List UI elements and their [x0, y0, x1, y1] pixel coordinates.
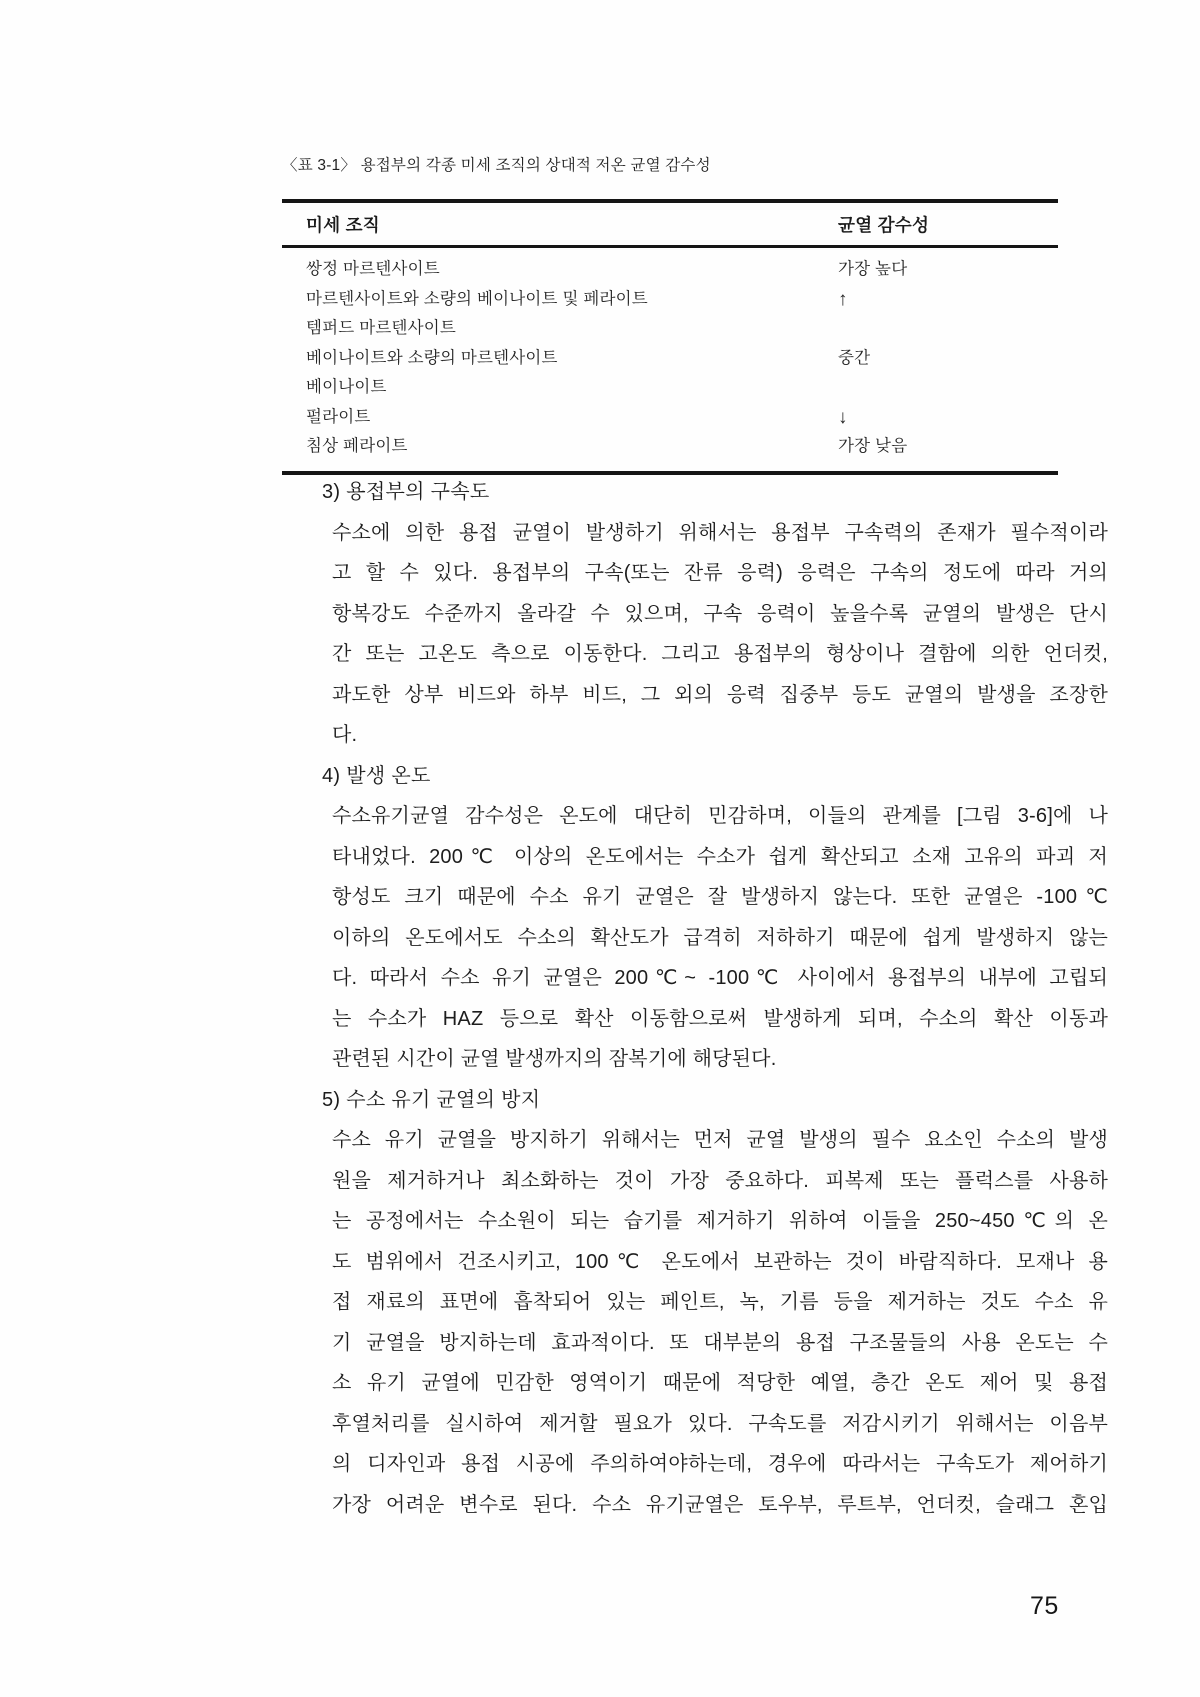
table-row [282, 344, 1058, 374]
text-line: 간 또는 고온도 측으로 이동한다. 그리고 용접부의 형상이나 결함에 의한 언더컷, [332, 643, 1108, 665]
table-cell: 펄라이트 [306, 407, 371, 426]
text-line: 후열처리를 실시하여 제거할 필요가 있다. 구속도를 저감시키기 위해서는 이음부 [332, 1412, 1108, 1435]
text-line: 이하의 온도에서도 수소의 확산도가 급격히 저하하기 때문에 쉽게 발생하지 않는 [332, 926, 1108, 949]
table-cell: 베이나이트와 소량의 마르텐사이트 [306, 348, 558, 367]
table-cell: 템퍼드 마르텐사이트 [306, 319, 457, 337]
text-line: 는 공정에서는 수소원이 되는 습기를 제거하기 위하여 이들을 250~450℃의 온 [332, 1210, 1108, 1232]
text-line: 도 범위에서 건조시키고, 100℃ 온도에서 보관하는 것이 바람직하다. 모재나 용 [332, 1250, 1108, 1273]
text-line: 다. [332, 724, 358, 746]
table-cell [838, 373, 1058, 403]
section-heading-prevention: 5) 수소 유기 균열의 방지 [322, 1088, 541, 1111]
text-line: 수소유기균열 감수성은 온도에 대단히 민감하며, 이들의 관계를 [그림 3-6]에 나 [332, 805, 1108, 827]
table-header-crack-sensitivity: 균열 감수성 [838, 214, 930, 235]
table-cell: 가장 높다 [838, 260, 908, 278]
section-heading-restraint: 3) 용접부의 구속도 [322, 481, 490, 503]
text-line: 다. 따라서 수소 유기 균열은 200℃~ -100℃ 사이에서 용접부의 내부에 고립되 [332, 967, 1108, 989]
text-line: 원을 제거하거나 최소화하는 것이 가장 중요하다. 피복제 또는 플럭스를 사용하 [332, 1169, 1108, 1192]
table-cell [838, 314, 1058, 344]
text-line: 수소 유기 균열을 방지하기 위해서는 먼저 균열 발생의 필수 요소인 수소의 발생 [332, 1129, 1108, 1151]
table-row [282, 403, 1058, 433]
text-line: 접 재료의 표면에 흡착되어 있는 페인트, 녹, 기름 등을 제거하는 것도 수소 유 [332, 1291, 1108, 1313]
table-cell: 중간 [838, 348, 871, 367]
arrow-up-icon: ↑ [838, 288, 848, 310]
text-line: 관련된 시간이 균열 발생까지의 잠복기에 해당된다. [332, 1048, 777, 1070]
text-line: 는 수소가 HAZ 등으로 확산 이동함으로써 발생하게 되며, 수소의 확산 이동과 [332, 1007, 1108, 1030]
text-line: 타내었다. 200℃ 이상의 온도에서는 수소가 쉽게 확산되고 소재 고유의 파괴 저 [332, 845, 1108, 868]
text-line: 수소에 의한 용접 균열이 발생하기 위해서는 용접부 구속력의 존재가 필수적이라 [332, 521, 1108, 544]
text-line: 항성도 크기 때문에 수소 유기 균열은 잘 발생하지 않는다. 또한 균열은 -100℃ [332, 886, 1108, 908]
microstructure-sensitivity-table [282, 199, 1058, 475]
text-line: 항복강도 수준까지 올라갈 수 있으며, 구속 응력이 높을수록 균열의 발생은 단시 [332, 602, 1108, 625]
text-line: 고 할 수 있다. 용접부의 구속(또는 잔류 응력) 응력은 구속의 정도에 따라 거의 [332, 562, 1108, 584]
table-body [282, 248, 1058, 471]
table-cell: 마르텐사이트와 소량의 베이나이트 및 페라이트 [306, 289, 648, 308]
body-text [322, 472, 1108, 1525]
table-header-microstructure: 미세 조직 [306, 214, 380, 235]
text-line: 과도한 상부 비드와 하부 비드, 그 외의 응력 집중부 등도 균열의 발생을 조장한 [332, 683, 1108, 706]
table-row [282, 373, 1058, 403]
text-line: 기 균열을 방지하는데 효과적이다. 또 대부분의 용접 구조물들의 사용 온도는 수 [332, 1331, 1108, 1354]
table-cell: 베이나이트 [306, 378, 387, 396]
table-cell: 가장 낮음 [838, 437, 908, 455]
arrow-down-icon: ↓ [838, 406, 848, 428]
text-line: 의 디자인과 용접 시공에 주의하여야하는데, 경우에 따라서는 구속도가 제어하기 [332, 1453, 1108, 1475]
table-row [282, 255, 1058, 285]
table-row [282, 432, 1058, 462]
text-line: 가장 어려운 변수로 된다. 수소 유기균열은 토우부, 루트부, 언더컷, 슬래그 혼입 [332, 1493, 1108, 1516]
page-number: 75 [1030, 1592, 1059, 1620]
table-row [282, 285, 1058, 315]
table-caption: 〈표 3-1〉 용접부의 각종 미세 조직의 상대적 저온 균열 감수성 [282, 157, 711, 174]
section-heading-occurrence-temperature: 4) 발생 온도 [322, 764, 431, 787]
table-cell: 쌍정 마르텐사이트 [306, 260, 440, 278]
text-line: 소 유기 균열에 민감한 영역이기 때문에 적당한 예열, 층간 온도 제어 및 용접 [332, 1372, 1108, 1394]
table-row [282, 314, 1058, 344]
table-header-row [282, 203, 1058, 248]
table-cell: 침상 페라이트 [306, 437, 408, 455]
